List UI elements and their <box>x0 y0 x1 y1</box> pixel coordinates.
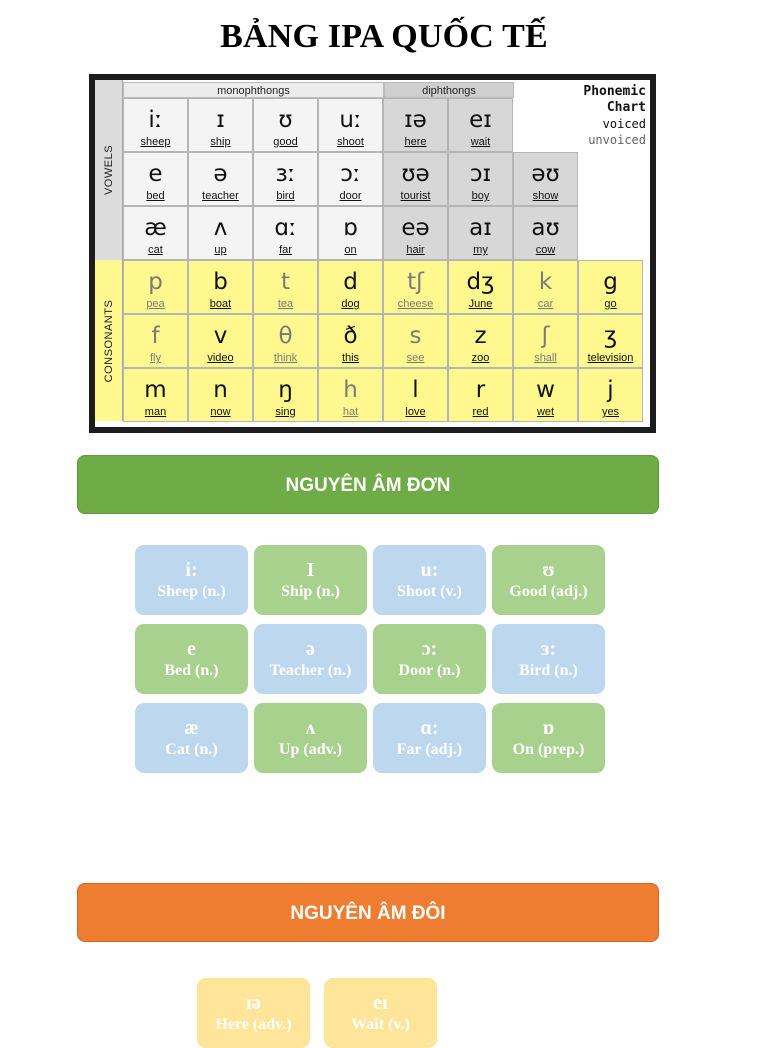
consonant-cell <box>513 314 578 368</box>
vowel-cell <box>188 206 253 260</box>
consonant-cell <box>318 368 383 422</box>
phoneme-symbol: ʊə <box>401 161 430 187</box>
phoneme-symbol: ɑː <box>274 215 297 241</box>
phoneme-symbol: h <box>343 377 358 403</box>
example-word: fly <box>150 352 161 364</box>
diphthongs-header: diphthongs <box>384 82 514 98</box>
page-title: BẢNG IPA QUỐC TẾ <box>220 18 548 55</box>
example-word: video <box>207 352 234 364</box>
vowel-cell <box>253 98 318 152</box>
legend-unvoiced: unvoiced <box>588 133 646 147</box>
consonant-cell <box>578 314 643 368</box>
phonemic-chart-grid <box>95 80 650 427</box>
phoneme-symbol: r <box>475 377 486 403</box>
example-word: see <box>406 352 425 364</box>
vowel-cell <box>383 206 448 260</box>
example-word: cheese <box>397 298 434 310</box>
consonant-cell <box>188 368 253 422</box>
consonant-cell <box>448 260 513 314</box>
phoneme-symbol: w <box>536 377 555 403</box>
vowel-cell <box>448 206 513 260</box>
example-word: bed <box>146 190 165 202</box>
monophthong-card[interactable] <box>492 624 605 694</box>
card-word: Door (n.) <box>398 662 461 679</box>
card-word: Shoot (v.) <box>397 583 462 600</box>
monophthong-card[interactable] <box>492 703 605 773</box>
phoneme-symbol: z <box>474 323 487 349</box>
vowel-cell <box>318 152 383 206</box>
card-word: On (prep.) <box>512 741 585 758</box>
card-word: Bird (n.) <box>519 662 578 679</box>
card-word: Teacher (n.) <box>269 662 352 679</box>
card-word: Here (adv.) <box>215 1016 292 1033</box>
monophthong-card[interactable] <box>135 545 248 615</box>
card-symbol: ʌ <box>305 717 316 739</box>
example-word: now <box>210 406 231 418</box>
example-word: door <box>339 190 362 202</box>
card-word: Up (adv.) <box>278 741 343 758</box>
phoneme-symbol: s <box>409 323 422 349</box>
card-symbol: ə <box>306 638 315 660</box>
card-symbol: ɒ <box>542 717 555 739</box>
consonant-cell <box>318 314 383 368</box>
example-word: wait <box>470 136 491 148</box>
example-word: boat <box>209 298 232 310</box>
consonant-cell <box>253 260 318 314</box>
vowel-cell <box>253 152 318 206</box>
phonemic-chart <box>89 74 656 433</box>
monophthong-card[interactable] <box>492 545 605 615</box>
phoneme-symbol: iː <box>148 107 163 133</box>
phoneme-symbol: əʊ <box>531 161 560 187</box>
example-word: wet <box>536 406 555 418</box>
vowel-cell <box>123 206 188 260</box>
vowel-cell <box>513 206 578 260</box>
phoneme-symbol: θ <box>278 323 293 349</box>
phoneme-symbol: v <box>213 323 228 349</box>
vowel-cell <box>448 152 513 206</box>
card-symbol: i: <box>185 559 198 581</box>
phoneme-symbol: p <box>148 269 163 295</box>
example-word: dog <box>341 298 360 310</box>
vowel-cell <box>448 98 513 152</box>
monophthong-card[interactable] <box>135 624 248 694</box>
consonant-cell <box>578 260 643 314</box>
consonant-cell <box>318 260 383 314</box>
phoneme-symbol: k <box>538 269 553 295</box>
card-symbol: ɪə <box>246 992 261 1014</box>
diphthong-card[interactable] <box>197 978 310 1048</box>
phoneme-symbol: aɪ <box>469 215 492 241</box>
card-word: Bed (n.) <box>164 662 219 679</box>
example-word: pea <box>146 298 165 310</box>
example-word: ship <box>210 136 231 148</box>
phoneme-symbol: ɔː <box>340 161 361 187</box>
vowel-cell <box>513 152 578 206</box>
consonant-cell <box>123 260 188 314</box>
example-word: June <box>468 298 493 310</box>
consonant-cell <box>513 260 578 314</box>
phoneme-symbol: æ <box>144 215 167 241</box>
vowels-side-label <box>95 80 123 260</box>
monophthong-section-button[interactable]: NGUYÊN ÂM ĐƠN <box>77 455 659 514</box>
consonant-cell <box>123 368 188 422</box>
vowel-cell <box>383 98 448 152</box>
legend-title-1: Phonemic <box>583 84 646 99</box>
consonant-cell <box>383 260 448 314</box>
example-word: shall <box>534 352 557 364</box>
consonant-cell <box>253 368 318 422</box>
example-word: my <box>473 244 488 256</box>
monophthong-card[interactable] <box>373 703 486 773</box>
phoneme-symbol: n <box>213 377 228 403</box>
phoneme-symbol: dʒ <box>466 269 495 295</box>
card-word: Good (adj.) <box>509 583 588 600</box>
phoneme-symbol: g <box>603 269 618 295</box>
phoneme-symbol: ɒ <box>343 215 358 241</box>
card-word: Cat (n.) <box>165 741 218 758</box>
monophthong-card[interactable] <box>254 703 367 773</box>
card-word: Wait (v.) <box>351 1016 410 1033</box>
phoneme-symbol: d <box>343 269 358 295</box>
consonant-cell <box>448 368 513 422</box>
chart-legend <box>583 84 646 148</box>
consonants-label-text: CONSONANTS <box>102 299 115 382</box>
vowels-label-text: VOWELS <box>102 144 115 196</box>
card-word: Far (adj.) <box>396 741 463 758</box>
card-symbol: eɪ <box>373 992 388 1014</box>
example-word: zoo <box>471 352 490 364</box>
phoneme-symbol: ɪə <box>404 107 427 133</box>
monophthong-card[interactable] <box>373 545 486 615</box>
vowel-cell <box>123 152 188 206</box>
vowel-cell <box>253 206 318 260</box>
consonant-cell <box>188 314 253 368</box>
diphthong-section-button[interactable]: NGUYÊN ÂM ĐÔI <box>77 883 659 942</box>
consonant-cell <box>383 368 448 422</box>
phoneme-symbol: ə <box>213 161 228 187</box>
consonant-cell <box>383 314 448 368</box>
example-word: teacher <box>202 190 239 202</box>
example-word: think <box>273 352 298 364</box>
example-word: tea <box>277 298 294 310</box>
example-word: good <box>273 136 298 148</box>
monophthongs-header: monophthongs <box>123 82 384 98</box>
example-word: on <box>344 244 357 256</box>
legend-voiced: voiced <box>602 117 646 131</box>
phoneme-symbol: eə <box>401 215 430 241</box>
diphthong-card[interactable] <box>324 978 437 1048</box>
phoneme-symbol: ʃ <box>541 323 550 349</box>
monophthong-card[interactable] <box>373 624 486 694</box>
example-word: show <box>532 190 559 202</box>
phoneme-symbol: e <box>148 161 163 187</box>
example-word: car <box>537 298 554 310</box>
example-word: far <box>279 244 292 256</box>
example-word: cat <box>148 244 163 256</box>
phoneme-symbol: ð <box>343 323 358 349</box>
vowel-cell <box>188 98 253 152</box>
example-word: tourist <box>400 190 431 202</box>
example-word: hat <box>342 406 359 418</box>
example-word: bird <box>276 190 295 202</box>
monophthong-card[interactable] <box>254 545 367 615</box>
card-symbol: I <box>306 559 315 581</box>
legend-title-2: Chart <box>606 100 646 115</box>
vowel-cell <box>318 206 383 260</box>
phoneme-symbol: ʒ <box>603 323 618 349</box>
phoneme-symbol: t <box>280 269 291 295</box>
card-symbol: ʊ <box>542 559 555 581</box>
phoneme-symbol: j <box>607 377 614 403</box>
card-symbol: ɔ: <box>421 638 438 660</box>
example-word: sing <box>275 406 296 418</box>
consonant-cell <box>513 368 578 422</box>
phoneme-symbol: eɪ <box>469 107 492 133</box>
example-word: love <box>405 406 426 418</box>
phoneme-symbol: tʃ <box>407 269 424 295</box>
monophthong-card[interactable] <box>254 624 367 694</box>
vowel-cell <box>123 98 188 152</box>
phoneme-symbol: m <box>144 377 167 403</box>
example-word: yes <box>601 406 620 418</box>
example-word: sheep <box>140 136 171 148</box>
example-word: man <box>144 406 167 418</box>
phoneme-symbol: ɜː <box>275 161 296 187</box>
card-symbol: æ <box>184 717 199 739</box>
card-word: Sheep (n.) <box>157 583 226 600</box>
phoneme-symbol: ɪ <box>216 107 225 133</box>
card-symbol: ɜ: <box>540 638 557 660</box>
example-word: boy <box>471 190 490 202</box>
card-symbol: e <box>187 638 196 660</box>
example-word: television <box>587 352 634 364</box>
example-word: shoot <box>337 136 364 148</box>
card-word: Ship (n.) <box>281 583 340 600</box>
vowel-cell <box>318 98 383 152</box>
consonant-cell <box>578 368 643 422</box>
example-word: cow <box>535 244 556 256</box>
monophthong-card[interactable] <box>135 703 248 773</box>
phoneme-symbol: uː <box>339 107 362 133</box>
example-word: hair <box>406 244 425 256</box>
example-word: here <box>404 136 427 148</box>
example-word: go <box>604 298 617 310</box>
example-word: up <box>214 244 227 256</box>
consonant-cell <box>253 314 318 368</box>
example-word: red <box>472 406 489 418</box>
phoneme-symbol: l <box>412 377 419 403</box>
phoneme-symbol: b <box>213 269 228 295</box>
consonants-side-label <box>95 260 123 421</box>
phoneme-symbol: ɔɪ <box>469 161 492 187</box>
phoneme-symbol: ʌ <box>213 215 228 241</box>
consonant-cell <box>123 314 188 368</box>
phoneme-symbol: f <box>151 323 160 349</box>
phoneme-symbol: aʊ <box>531 215 560 241</box>
vowel-cell <box>383 152 448 206</box>
card-symbol: u: <box>420 559 439 581</box>
card-symbol: ɑ: <box>420 717 439 739</box>
phoneme-symbol: ʊ <box>278 107 293 133</box>
consonant-cell <box>448 314 513 368</box>
example-word: this <box>341 352 360 364</box>
vowel-cell <box>188 152 253 206</box>
consonant-cell <box>188 260 253 314</box>
phoneme-symbol: ŋ <box>278 377 293 403</box>
